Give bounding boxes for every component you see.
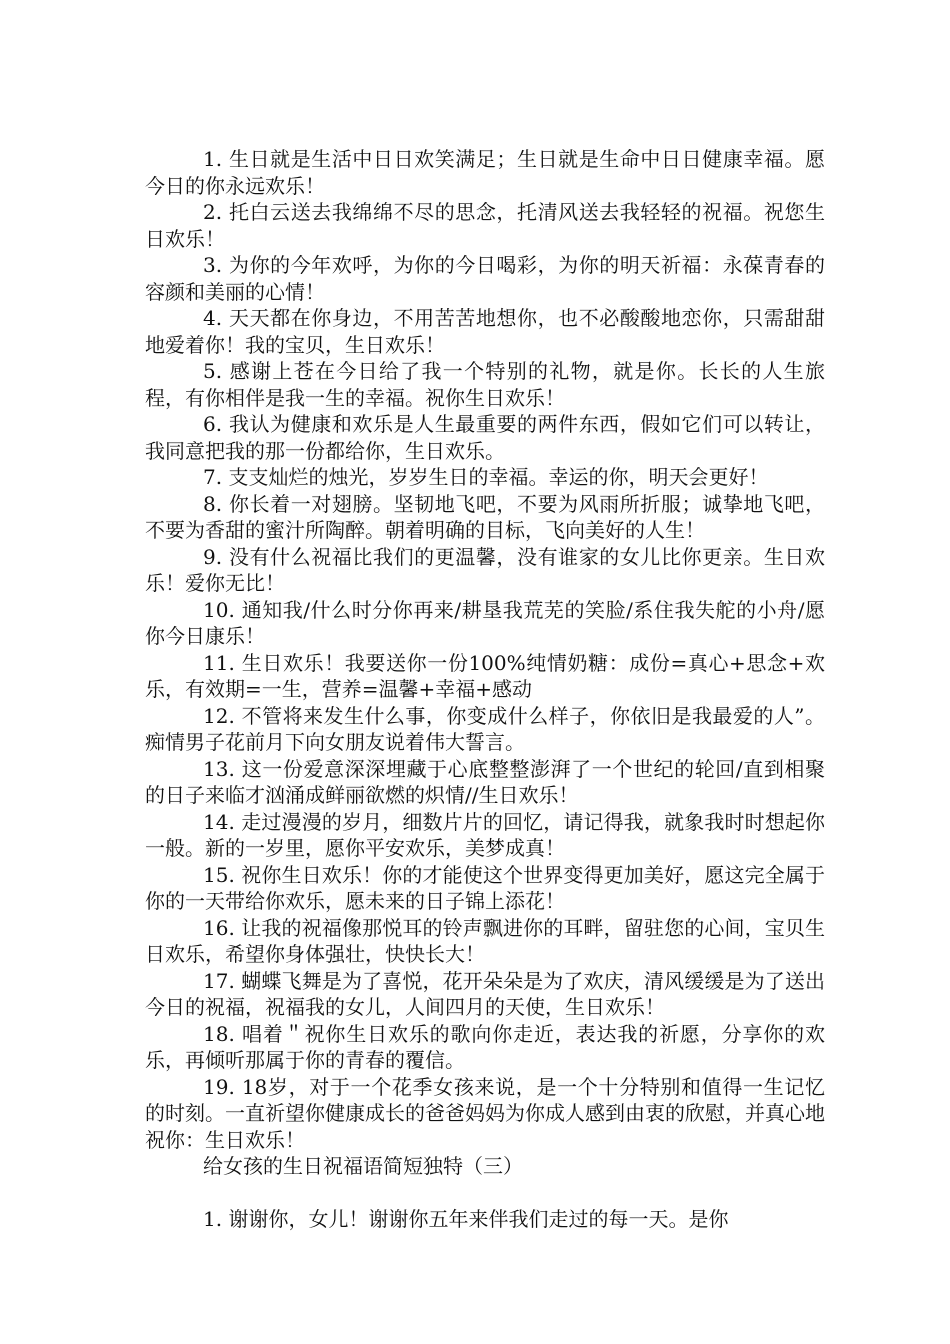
paragraph-9: 9. 没有什么祝福比我们的更温馨，没有谁家的女儿比你更亲。生日欢乐！爱你无比！ [145,544,825,595]
paragraph-10: 10. 通知我/什么时分你再来/耕垦我荒芜的笑脸/系住我失舵的小舟/愿你今日康乐！ [145,597,825,648]
paragraph-3: 3. 为你的今年欢呼，为你的今日喝彩，为你的明天祈福：永葆青春的容颜和美丽的心情！ [145,253,825,304]
paragraph-7: 7. 支支灿烂的烛光，岁岁生日的幸福。幸运的你，明天会更好！ [203,465,769,489]
paragraph-14: 14. 走过漫漫的岁月，细数片片的回忆，请记得我，就象我时时想起你一般。新的一岁里，愿你平安欢乐，美梦成真！ [145,809,825,860]
paragraph-15: 15. 祝你生日欢乐！你的才能使这个世界变得更加美好，愿这完全属于你的一天带给你欢乐，愿未来的日子锦上添花！ [145,862,825,913]
paragraph-19: 19. 18岁，对于一个花季女孩来说，是一个十分特别和值得一生记忆的时刻。一直祈望你健康成长的爸爸妈妈为你成人感到由衷的欣慰，并真心地祝你：生日欢乐！ [145,1074,825,1152]
next-section-paragraph-1: 1. 谢谢你，女儿！谢谢你五年来伴我们走过的每一天。是你 [203,1206,729,1231]
paragraph-13: 13. 这一份爱意深深埋藏于心底整整澎湃了一个世纪的轮回/直到相聚的日子来临才汹涌成鲜丽欲燃的炽情//生日欢乐！ [145,756,825,807]
paragraph-2: 2. 托白云送去我绵绵不尽的思念，托清风送去我轻轻的祝福。祝您生日欢乐！ [145,200,825,251]
paragraph-1: 1. 生日就是生活中日日欢笑满足；生日就是生命中日日健康幸福。愿今日的你永远欢乐！ [145,147,825,198]
paragraph-12: 12. 不管将来发生什么事，你变成什么样子，你依旧是我最爱的人”。痴情男子花前月下向女朋友说着伟大誓言。 [145,703,825,754]
paragraph-17: 17. 蝴蝶飞舞是为了喜悦，花开朵朵是为了欢庆，清风缓缓是为了送出今日的祝福，祝福我的女儿，人间四月的天使，生日欢乐！ [145,968,825,1019]
paragraph-18: 18. 唱着＂祝你生日欢乐的歌向你走近，表达我的祈愿，分享你的欢乐，再倾听那属于你的青春的覆信。 [145,1021,825,1072]
paragraph-5: 5. 感谢上苍在今日给了我一个特别的礼物，就是你。长长的人生旅程，有你相伴是我一生的幸福。祝你生日欢乐！ [145,359,825,410]
paragraph-4: 4. 天天都在你身边，不用苦苦地想你，也不必酸酸地恋你，只需甜甜地爱着你！我的宝贝，生日欢乐！ [145,306,825,357]
paragraph-11: 11. 生日欢乐！我要送你一份100%纯情奶糖：成份=真心+思念+欢乐，有效期=一生，营养=温馨+幸福+感动 [145,650,825,701]
document-body [145,146,825,1232]
blank-line [145,1180,825,1206]
paragraph-6: 6. 我认为健康和欢乐是人生最重要的两件东西，假如它们可以转让，我同意把我的那一份都给你，生日欢乐。 [145,412,825,463]
paragraph-8: 8. 你长着一对翅膀。坚韧地飞吧，不要为风雨所折服；诚挚地飞吧，不要为香甜的蜜汁所陶醉。朝着明确的目标，飞向美好的人生！ [145,491,825,542]
section-heading: 给女孩的生日祝福语简短独特（三） [203,1154,523,1178]
paragraph-16: 16. 让我的祝福像那悦耳的铃声飘进你的耳畔，留驻您的心间，宝贝生日欢乐，希望你身体强壮，快快长大！ [145,915,825,966]
